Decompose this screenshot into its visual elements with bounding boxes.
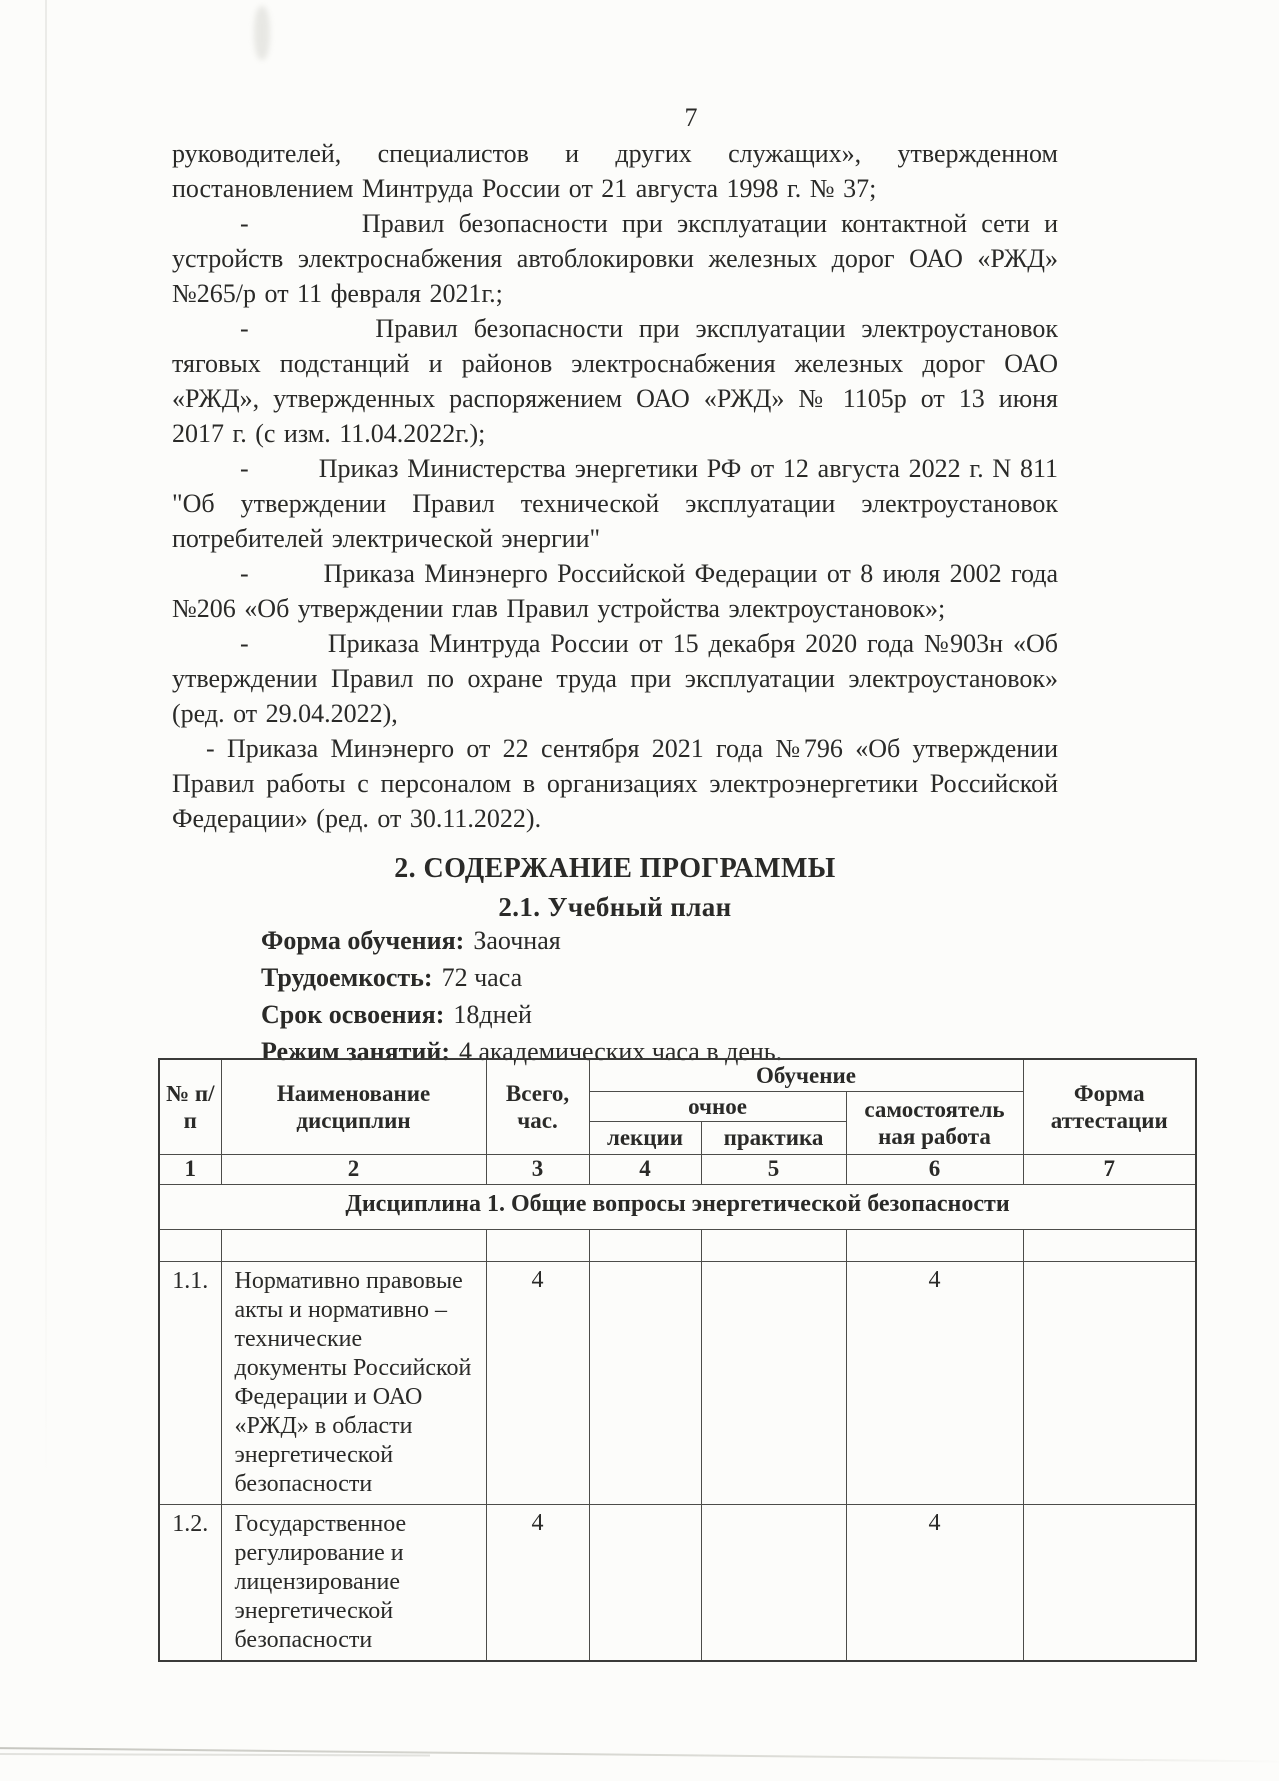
row-number-cell: 1.2.: [159, 1504, 221, 1661]
subsection-heading: 2.1. Учебный план: [498, 892, 732, 922]
info-label: Срок освоения:: [261, 1000, 445, 1029]
empty-cell: [221, 1229, 486, 1261]
discipline-section-cell: Дисциплина 1. Общие вопросы энергетической безопасности: [159, 1184, 1196, 1229]
column-number-cell: 3: [486, 1154, 589, 1184]
curriculum-table: [158, 1058, 1197, 1662]
self-study-hours-cell: 4: [846, 1261, 1023, 1504]
empty-cell: [846, 1229, 1023, 1261]
paragraph-1: руководителей, специалистов и других служащих», утвержденном постановлением Минтруда России от 21 августа 1998 г. № 37;: [172, 139, 1058, 203]
paragraph-7: - Приказа Минэнерго от 22 сентября 2021 года №796 «Об утверждении Правил работы с персоналом в организациях электроэнергетики Российской Федерации» (ред. от 30.11.2022).: [172, 734, 1058, 833]
empty-row: [159, 1229, 1196, 1261]
scan-artifact-left-line: [45, 0, 47, 1500]
page-number: 7: [684, 103, 698, 132]
attestation-form-cell: [1023, 1261, 1196, 1504]
empty-cell: [1023, 1229, 1196, 1261]
info-row-study-form: [261, 922, 782, 959]
discipline-name-cell: Государственное регулирование и лицензирование энергетической безопасности: [221, 1504, 486, 1661]
header-cell-name: Наименование дисциплин: [221, 1059, 486, 1154]
column-number-cell: 6: [846, 1154, 1023, 1184]
header-cell-self-study: самостоятель ная работа: [846, 1091, 1023, 1154]
header-cell-training: Обучение: [589, 1059, 1023, 1091]
program-info-block: [261, 922, 782, 1070]
section-heading: 2. СОДЕРЖАНИЕ ПРОГРАММЫ: [394, 853, 836, 884]
scan-artifact-top-smudge: [254, 6, 270, 60]
header-cell-lectures: лекции: [589, 1121, 701, 1154]
discipline-name-cell: Нормативно правовые акты и нормативно – технические документы Российской Федерации и ОАО «РЖД» в области энергетической безопасности: [221, 1261, 486, 1504]
header-cell-total: Всего, час.: [486, 1059, 589, 1154]
attestation-form-cell: [1023, 1504, 1196, 1661]
column-number-cell: 2: [221, 1154, 486, 1184]
info-value: 18дней: [453, 1000, 532, 1029]
info-label: Трудоемкость:: [261, 963, 433, 992]
empty-cell: [486, 1229, 589, 1261]
table-row: [159, 1261, 1196, 1504]
row-number-cell: 1.1.: [159, 1261, 221, 1504]
header-cell-full-time: очное: [589, 1091, 846, 1121]
column-number-cell: 7: [1023, 1154, 1196, 1184]
self-study-hours-cell: 4: [846, 1504, 1023, 1661]
practice-hours-cell: [701, 1504, 846, 1661]
column-number-cell: 5: [701, 1154, 846, 1184]
header-cell-num: № п/п: [159, 1059, 221, 1154]
lectures-hours-cell: [589, 1261, 701, 1504]
scan-artifact-bottom-line-2: [0, 1753, 430, 1757]
body-text-block: [172, 136, 1058, 836]
empty-cell: [589, 1229, 701, 1261]
info-row-workload: [261, 959, 782, 996]
column-number-cell: 1: [159, 1154, 221, 1184]
empty-cell: [159, 1229, 221, 1261]
paragraph-6: - Приказа Минтруда России от 15 декабря 2020 года №903н «Об утверждении Правил по охране труда при эксплуатации электроустановок» (ред. от 29.04.2022),: [172, 629, 1058, 728]
header-cell-attestation: Форма аттестации: [1023, 1059, 1196, 1154]
info-label: Режим занятий:: [261, 1037, 451, 1066]
paragraph-3: - Правил безопасности при эксплуатации электроустановок тяговых подстанций и районов электроснабжения железных дорог ОАО «РЖД», утвержденных распоряжением ОАО «РЖД» № 1105р от 13 июня 2017 г. (с изм. 11.04.2022г.);: [172, 314, 1058, 448]
paragraph-2: - Правил безопасности при эксплуатации контактной сети и устройств электроснабжения автоблокировки железных дорог ОАО «РЖД» №265/р от 11 февраля 2021г.;: [172, 209, 1058, 308]
header-cell-practice: практика: [701, 1121, 846, 1154]
total-hours-cell: 4: [486, 1504, 589, 1661]
total-hours-cell: 4: [486, 1261, 589, 1504]
lectures-hours-cell: [589, 1504, 701, 1661]
info-label: Форма обучения:: [261, 926, 465, 955]
info-row-duration: [261, 996, 782, 1033]
table-row: [159, 1504, 1196, 1661]
paragraph-4: - Приказ Министерства энергетики РФ от 12 августа 2022 г. N 811 "Об утверждении Правил технической эксплуатации электроустановок потребителей электрической энергии": [172, 454, 1058, 553]
empty-cell: [701, 1229, 846, 1261]
info-value: Заочная: [473, 926, 561, 955]
practice-hours-cell: [701, 1261, 846, 1504]
column-number-cell: 4: [589, 1154, 701, 1184]
info-value: 72 часа: [441, 963, 523, 992]
paragraph-5: - Приказа Минэнерго Российской Федерации от 8 июля 2002 года №206 «Об утверждении глав Правил устройства электроустановок»;: [172, 559, 1058, 623]
info-value: 4 академических часа в день.: [459, 1037, 783, 1066]
scan-artifact-bottom-line: [0, 1747, 1279, 1763]
